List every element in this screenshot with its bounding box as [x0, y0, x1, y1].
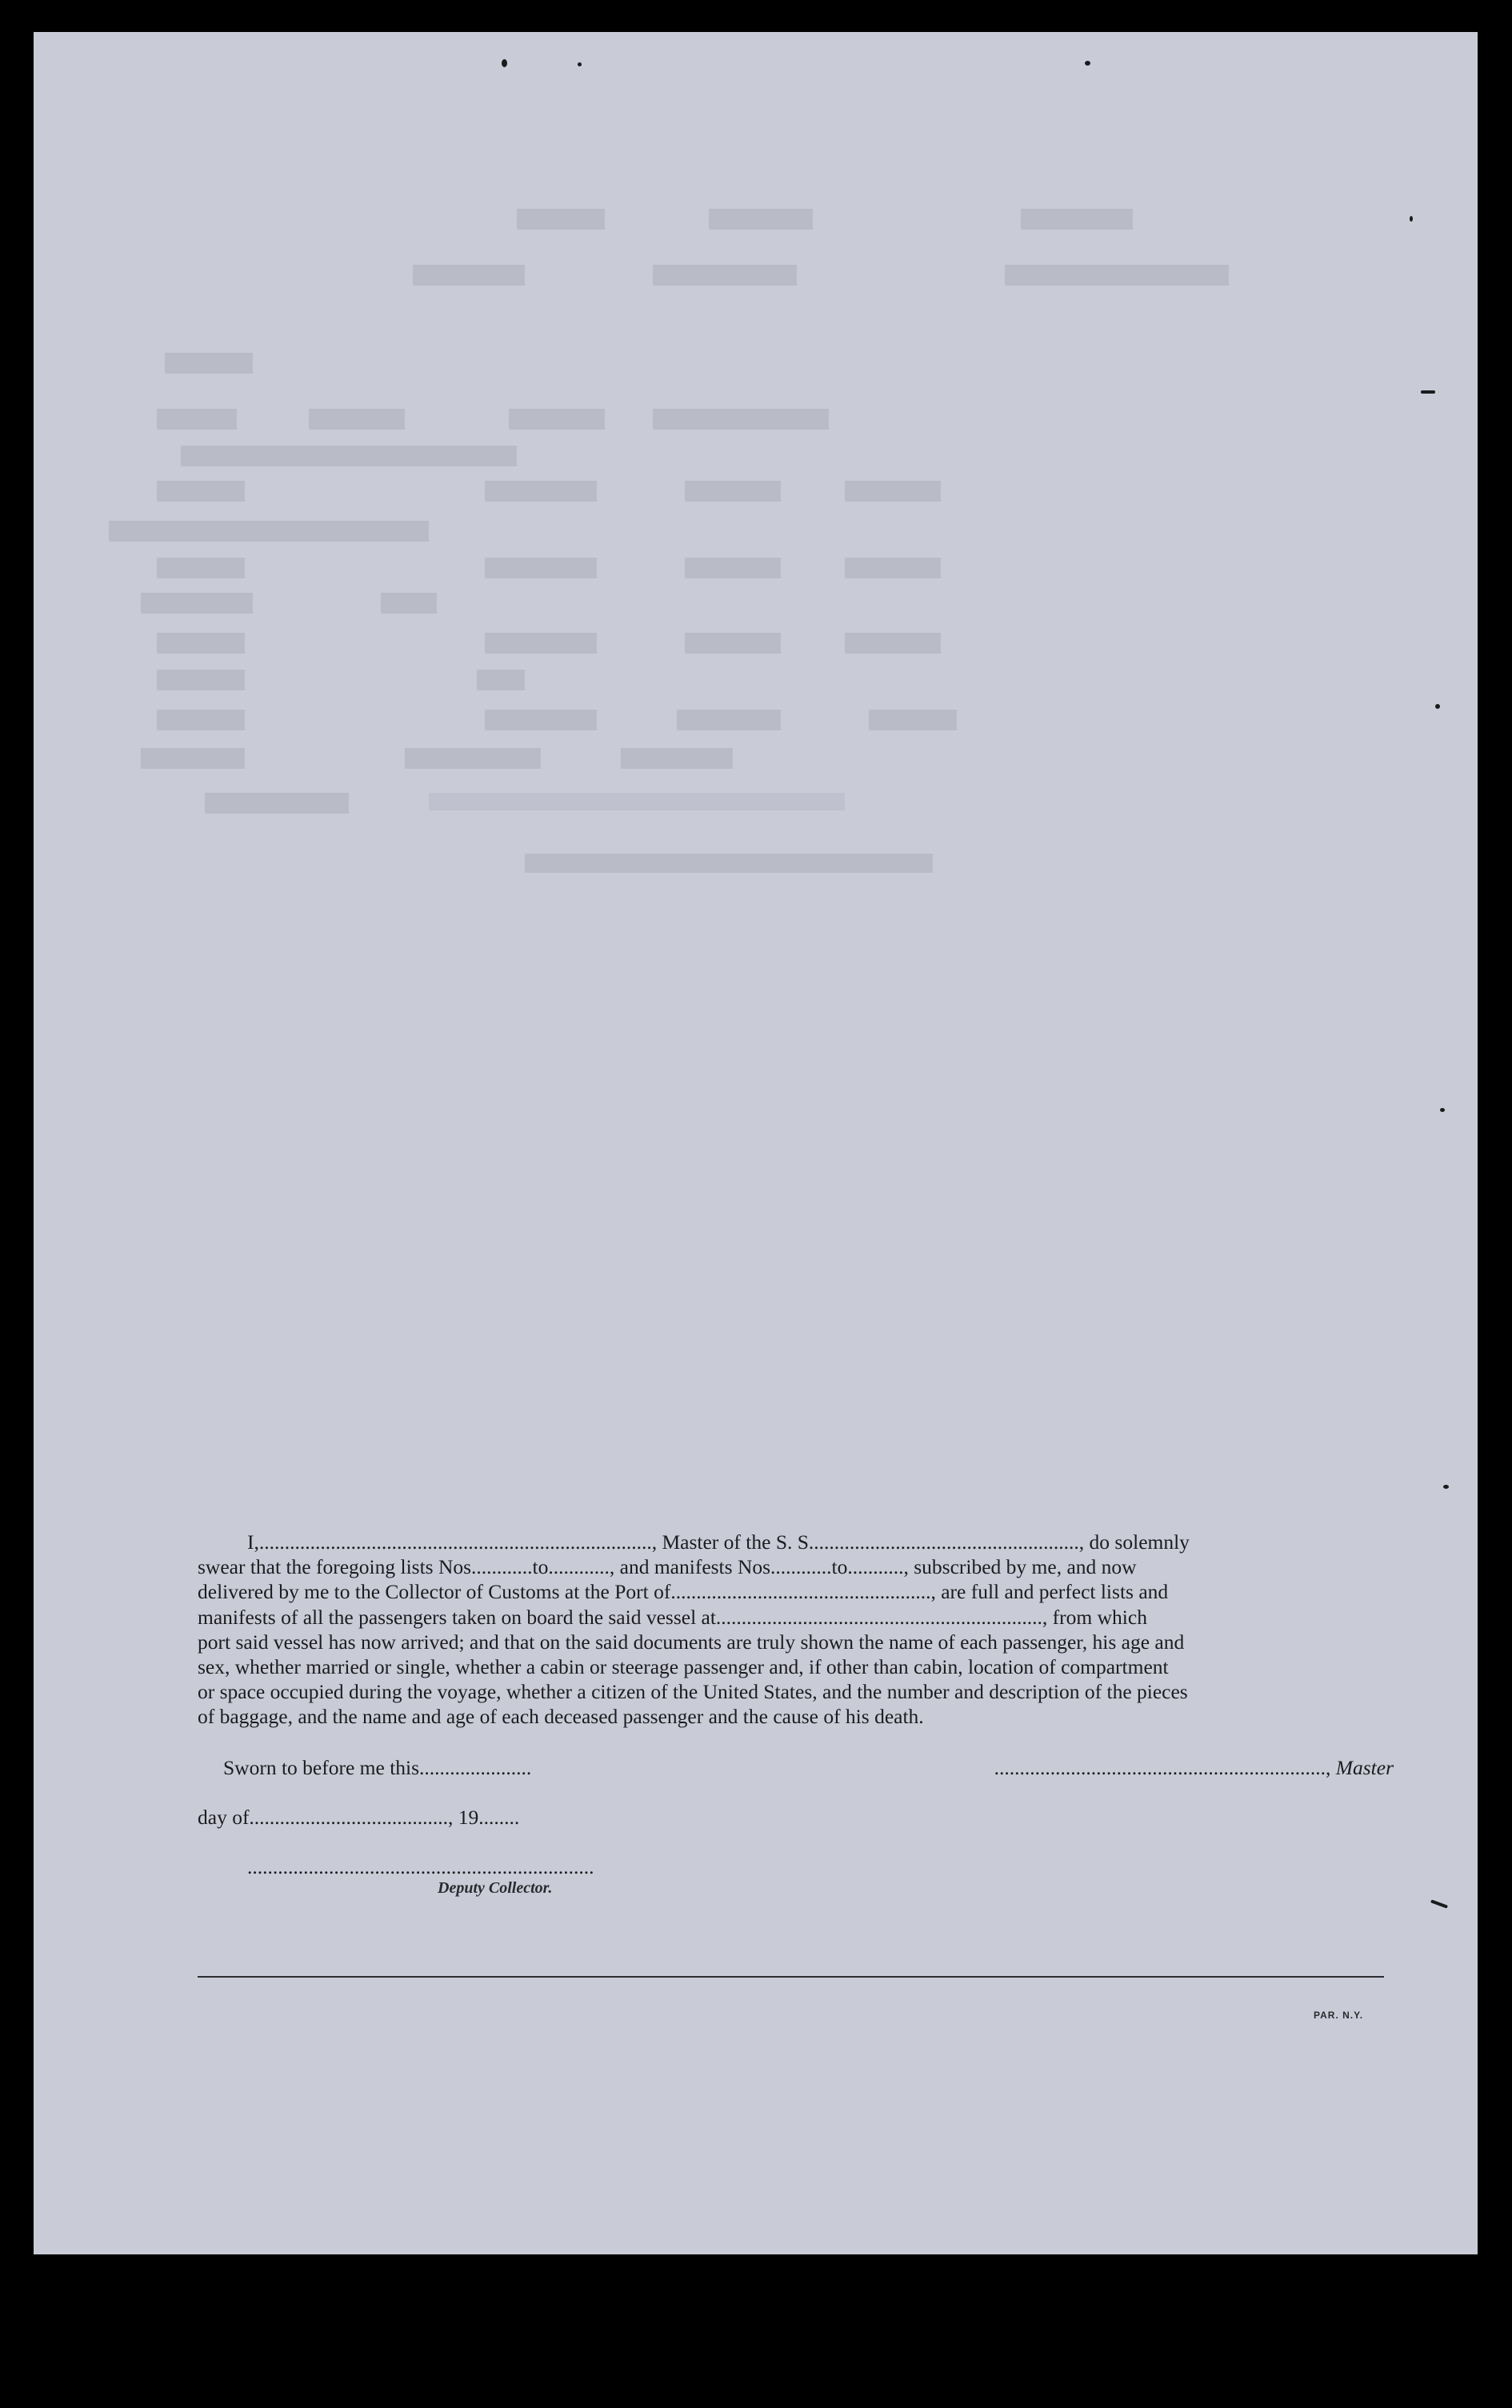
- scan-speck: [1410, 216, 1413, 222]
- oath-line: delivered by me to the Collector of Customs at the Port of..................................................., are full and perfect lists and: [198, 1580, 1169, 1604]
- oath-line: manifests of all the passengers taken on board the said vessel at................................................................, from which: [198, 1605, 1147, 1629]
- scan-speck: [1435, 704, 1440, 709]
- bleed-through-marks: [109, 201, 1229, 873]
- oath-line: or space occupied during the voyage, whether a citizen of the United States, and the number and description of the pieces: [198, 1680, 1188, 1704]
- scan-speck: [1085, 61, 1090, 66]
- edge-mark: [1421, 390, 1435, 394]
- master-signature-dots: .................................................................,: [994, 1756, 1331, 1779]
- printer-mark: PAR. N.Y.: [1314, 2010, 1364, 2021]
- oath-line: port said vessel has now arrived; and that on the said documents are truly shown the name of each passenger, his age and: [198, 1630, 1185, 1654]
- manifest-page: [34, 32, 1478, 2254]
- date-line: day of......................................., 19........: [198, 1806, 520, 1829]
- scan-speck: [1440, 1108, 1445, 1112]
- bleed-through-block: [178, 168, 1298, 840]
- deputy-signature-line: ....................................................................: [247, 1855, 594, 1878]
- scan-speck: [502, 59, 507, 67]
- oath-line: I,............................................................................., Master of the S. S....................................................., do solemnly: [247, 1530, 1190, 1554]
- sworn-before-line: Sworn to before me this......................: [223, 1756, 532, 1779]
- oath-line: of baggage, and the name and age of each deceased passenger and the cause of his death.: [198, 1705, 924, 1729]
- deputy-collector-label: Deputy Collector.: [438, 1879, 553, 1897]
- scan-speck: [1443, 1485, 1449, 1489]
- master-signature-line: [994, 1756, 1394, 1780]
- master-label: Master: [1335, 1756, 1394, 1779]
- scan-speck: [578, 62, 582, 66]
- oath-line: swear that the foregoing lists Nos............to............, and manifests Nos............to..........., subscribed by me, and now: [198, 1555, 1137, 1579]
- oath-paragraph: [198, 1530, 1394, 1730]
- bottom-rule: [198, 1976, 1384, 1978]
- oath-line: sex, whether married or single, whether a cabin or steerage passenger and, if other than cabin, location of compartment: [198, 1655, 1169, 1679]
